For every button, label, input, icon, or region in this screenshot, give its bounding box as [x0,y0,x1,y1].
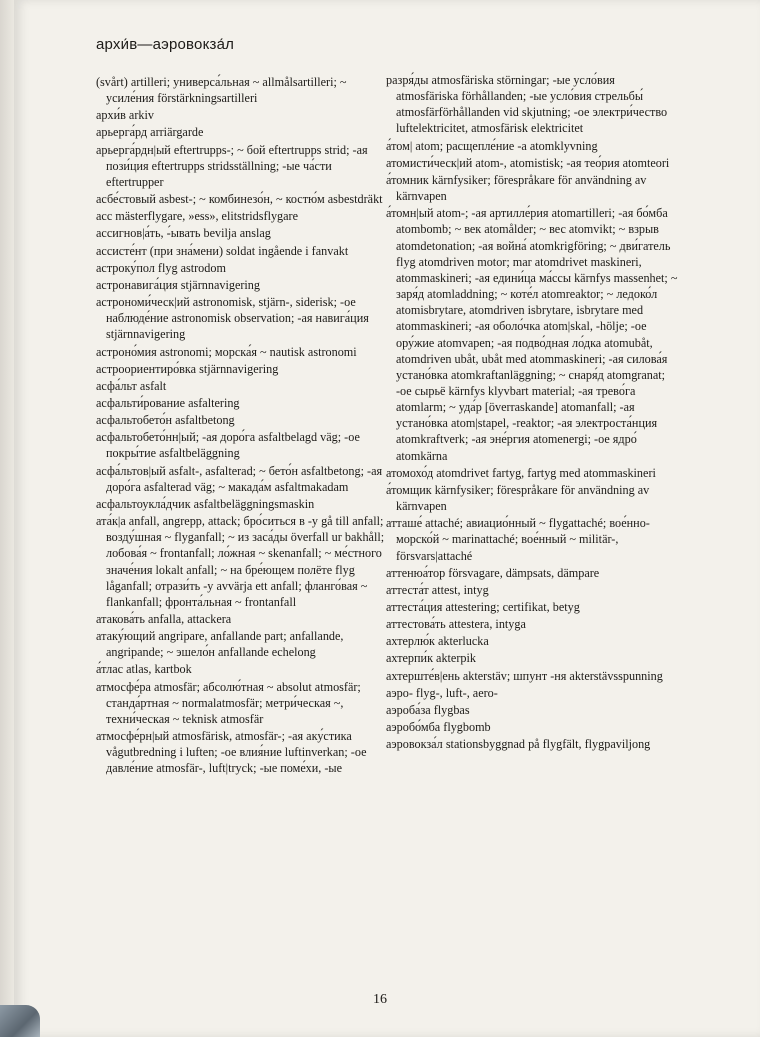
left-column [96,74,386,778]
page-number: 16 [373,992,387,1007]
running-header: архи́в—аэровокза́л [96,36,235,53]
dictionary-entry: атташе́ attaché; авиацио́нный ~ flygattaché; вое́нно-морско́й ~ marinattaché; вое́нный ~ militär-, försvars|attaché [386,516,650,563]
dictionary-entry: а́тлас atlas, kartbok [96,662,192,677]
dictionary-entry: аэровокза́л stationsbyggnad på flygfält, flygpaviljong [386,737,651,752]
page-clip [0,1005,40,1037]
dictionary-entry: атомисти́ческ|ий atom-, atomistisk; -ая тео́рия atomteori [386,155,670,170]
dictionary-entry: астроку́пол flyg astrodom [96,260,226,275]
dictionary-entry: атаку́ющий angripare, anfallande part; anfallande, angripande; ~ эшело́н anfallande echelong [96,629,344,660]
dictionary-entry: асфальтоукла́дчик asfaltbeläggningsmaskin [96,496,315,511]
dictionary-entry: асбе́стовый asbest-; ~ комбинезо́н, ~ костю́м asbestdräkt [96,192,383,207]
dictionary-entry: архи́в arkiv [96,108,154,123]
dictionary-entry: астронавига́ция stjärnnavigering [96,277,260,292]
dictionary-entry: астрономи́ческ|ий astronomisk, stjärn-, siderisk; -ое наблюде́ние astronomisk observation; -ая навига́ция stjärnnavigering [96,295,369,342]
dictionary-entry: астроориентиро́вка stjärnnavigering [96,361,279,376]
dictionary-entry: аэро- flyg-, luft-, aero- [386,685,498,700]
dictionary-entry: ахтерпи́к akterpik [386,651,476,666]
dictionary-entry: а́том| atom; расщепле́ние -а atomklyvning [386,138,598,153]
dictionary-entry: атмосфе́ра atmosfär; абсолю́тная ~ absolut atmosfär; станда́ртная ~ normalatmosfär; метри́ческая ~, техни́ческая ~ teknisk atmosfär [96,679,361,726]
dictionary-entry: атомохо́д atomdrivet fartyg, fartyg med atommaskineri [386,465,656,480]
dictionary-entry: (svårt) artilleri; универса́льная ~ allmålsartilleri; ~ усиле́ния förstärkningsartilleri [96,75,347,106]
dictionary-entry: атакова́ть anfalla, attackera [96,612,232,626]
dictionary-entry: асфальтобето́н asfaltbetong [96,413,235,428]
dictionary-entry: аэроба́за flygbas [386,702,470,717]
dictionary-entry: аттеста́ция attestering; certifikat, betyg [386,600,580,614]
dictionary-entry: атмосфе́рн|ый atmosfärisk, atmosfär-; -ая аку́стика vågutbredning i luften; -ое влия́ние luftinverkan; -ое давле́ние atmosfär-, luft|tryck; -ые поме́хи, -ые [96,729,367,776]
dictionary-entry: аттенюа́тор försvagare, dämpsats, dämpare [386,565,600,580]
dictionary-entry: ахтерште́в|ень akterstäv; шпунт -ня akterstävsspunning [386,668,663,683]
dictionary-entry: а́томщик kärnfysiker; förespråkare för användning av kärnvapen [386,482,650,514]
dictionary-entry: асс mästerflygare, »ess», elitstridsflygare [96,209,299,224]
book-binding-edge [0,0,14,1037]
dictionary-entry: разря́ды atmosfäriska störningar; -ые усло́вия atmosfäriska förhållanden; -ые усло́вия стрельбы́ atmosfärförhållanden vid skjutning; -ое электри́чество luftelektricitet, atmosfärisk elektricitet [386,73,668,136]
dictionary-entry: аэробо́мба flygbomb [386,720,491,735]
dictionary-entry: аттеста́т attest, intyg [386,582,489,597]
dictionary-entry: арьерга́рдн|ый eftertrupps-; ~ бой eftertrupps strid; -ая пози́ция eftertrupps stridsställning; -ые ча́сти eftertrupper [96,142,368,189]
dictionary-entry: асфальтобето́нн|ый; -ая доро́га asfaltbelagd väg; -ое покры́тие asfaltbeläggning [96,430,360,461]
dictionary-entry: а́томник kärnfysiker; förespråkare för användning av kärnvapen [386,172,647,204]
dictionary-entry: асфа́льт asfalt [96,378,167,393]
dictionary-entry: ассисте́нт (при зна́мени) soldat ingående i fanvakt [96,243,349,258]
dictionary-entry: ахтерлю́к akterlucka [386,634,489,649]
dictionary-entry: ата́к|а anfall, angrepp, attack; бро́ситься в -у gå till anfall; возду́шная ~ flyganfall; ~ из заса́ды överfall ur bakhåll; лобова́я ~ frontanfall; ло́жная ~ skenanfall; ~ ме́стного значе́ния lokalt anfall; ~ на бре́ющем полёте flyg låganfall; отрази́ть -у avvärja ett anfall; фланго́вая ~ flankanfall; фронта́льная ~ frontanfall [96,514,385,609]
dictionary-entry: а́томн|ый atom-; -ая артилле́рия atomartilleri; -ая бо́мба atombomb; ~ век atomålder; ~ вес atomvikt; ~ взрыв atomdetonation; -ая война́ atomkrigföring; ~ дви́гатель flyg atomdriven motor; mar atomdrivet maskineri, atommaskineri; -ая едини́ца ма́ссы kärnfys massenhet; ~ заря́д atomladdning; ~ коте́л atomreaktor; ~ ледоко́л atomisbrytare, atomdriven isbrytare, isbrytare med atommaskineri; -ая оболо́чка atom|skal, -hölje; -ое ору́жие atomvapen; -ая подво́дная ло́дка atomubåt, atomdriven ubåt, ubåt med atommaskineri; -ая силова́я устано́вка atomkraftanläggning; ~ снаря́д atomgranat; -ое сырьё kärnfys klyvbart material; -ая трево́га atomlarm; ~ уда́р [överraskande] atomanfall; -ая устано́вка atom|stapel, -reaktor; -ая электроста́нция atomkraftverk; -ая эне́ргия atomenergi; -ое ядро́ atomkärna [386,206,678,463]
dictionary-entry: аттестова́ть attestera, intyga [386,617,526,632]
dictionary-entry: ассигнов|а́ть, -́ывать bevilja anslag [96,226,271,241]
dictionary-entry: арьерга́рд arriärgarde [96,125,204,140]
right-column [386,72,678,753]
dictionary-entry: астроно́мия astronomi; морска́я ~ nautisk astronomi [96,344,357,359]
dictionary-entry: асфальти́рование asfaltering [96,395,240,410]
dictionary-entry: асфа́льтов|ый asfalt-, asfalterad; ~ бето́н asfaltbetong; -ая доро́га asfalterad väg; ~ макада́м asfaltmakadam [96,463,383,494]
